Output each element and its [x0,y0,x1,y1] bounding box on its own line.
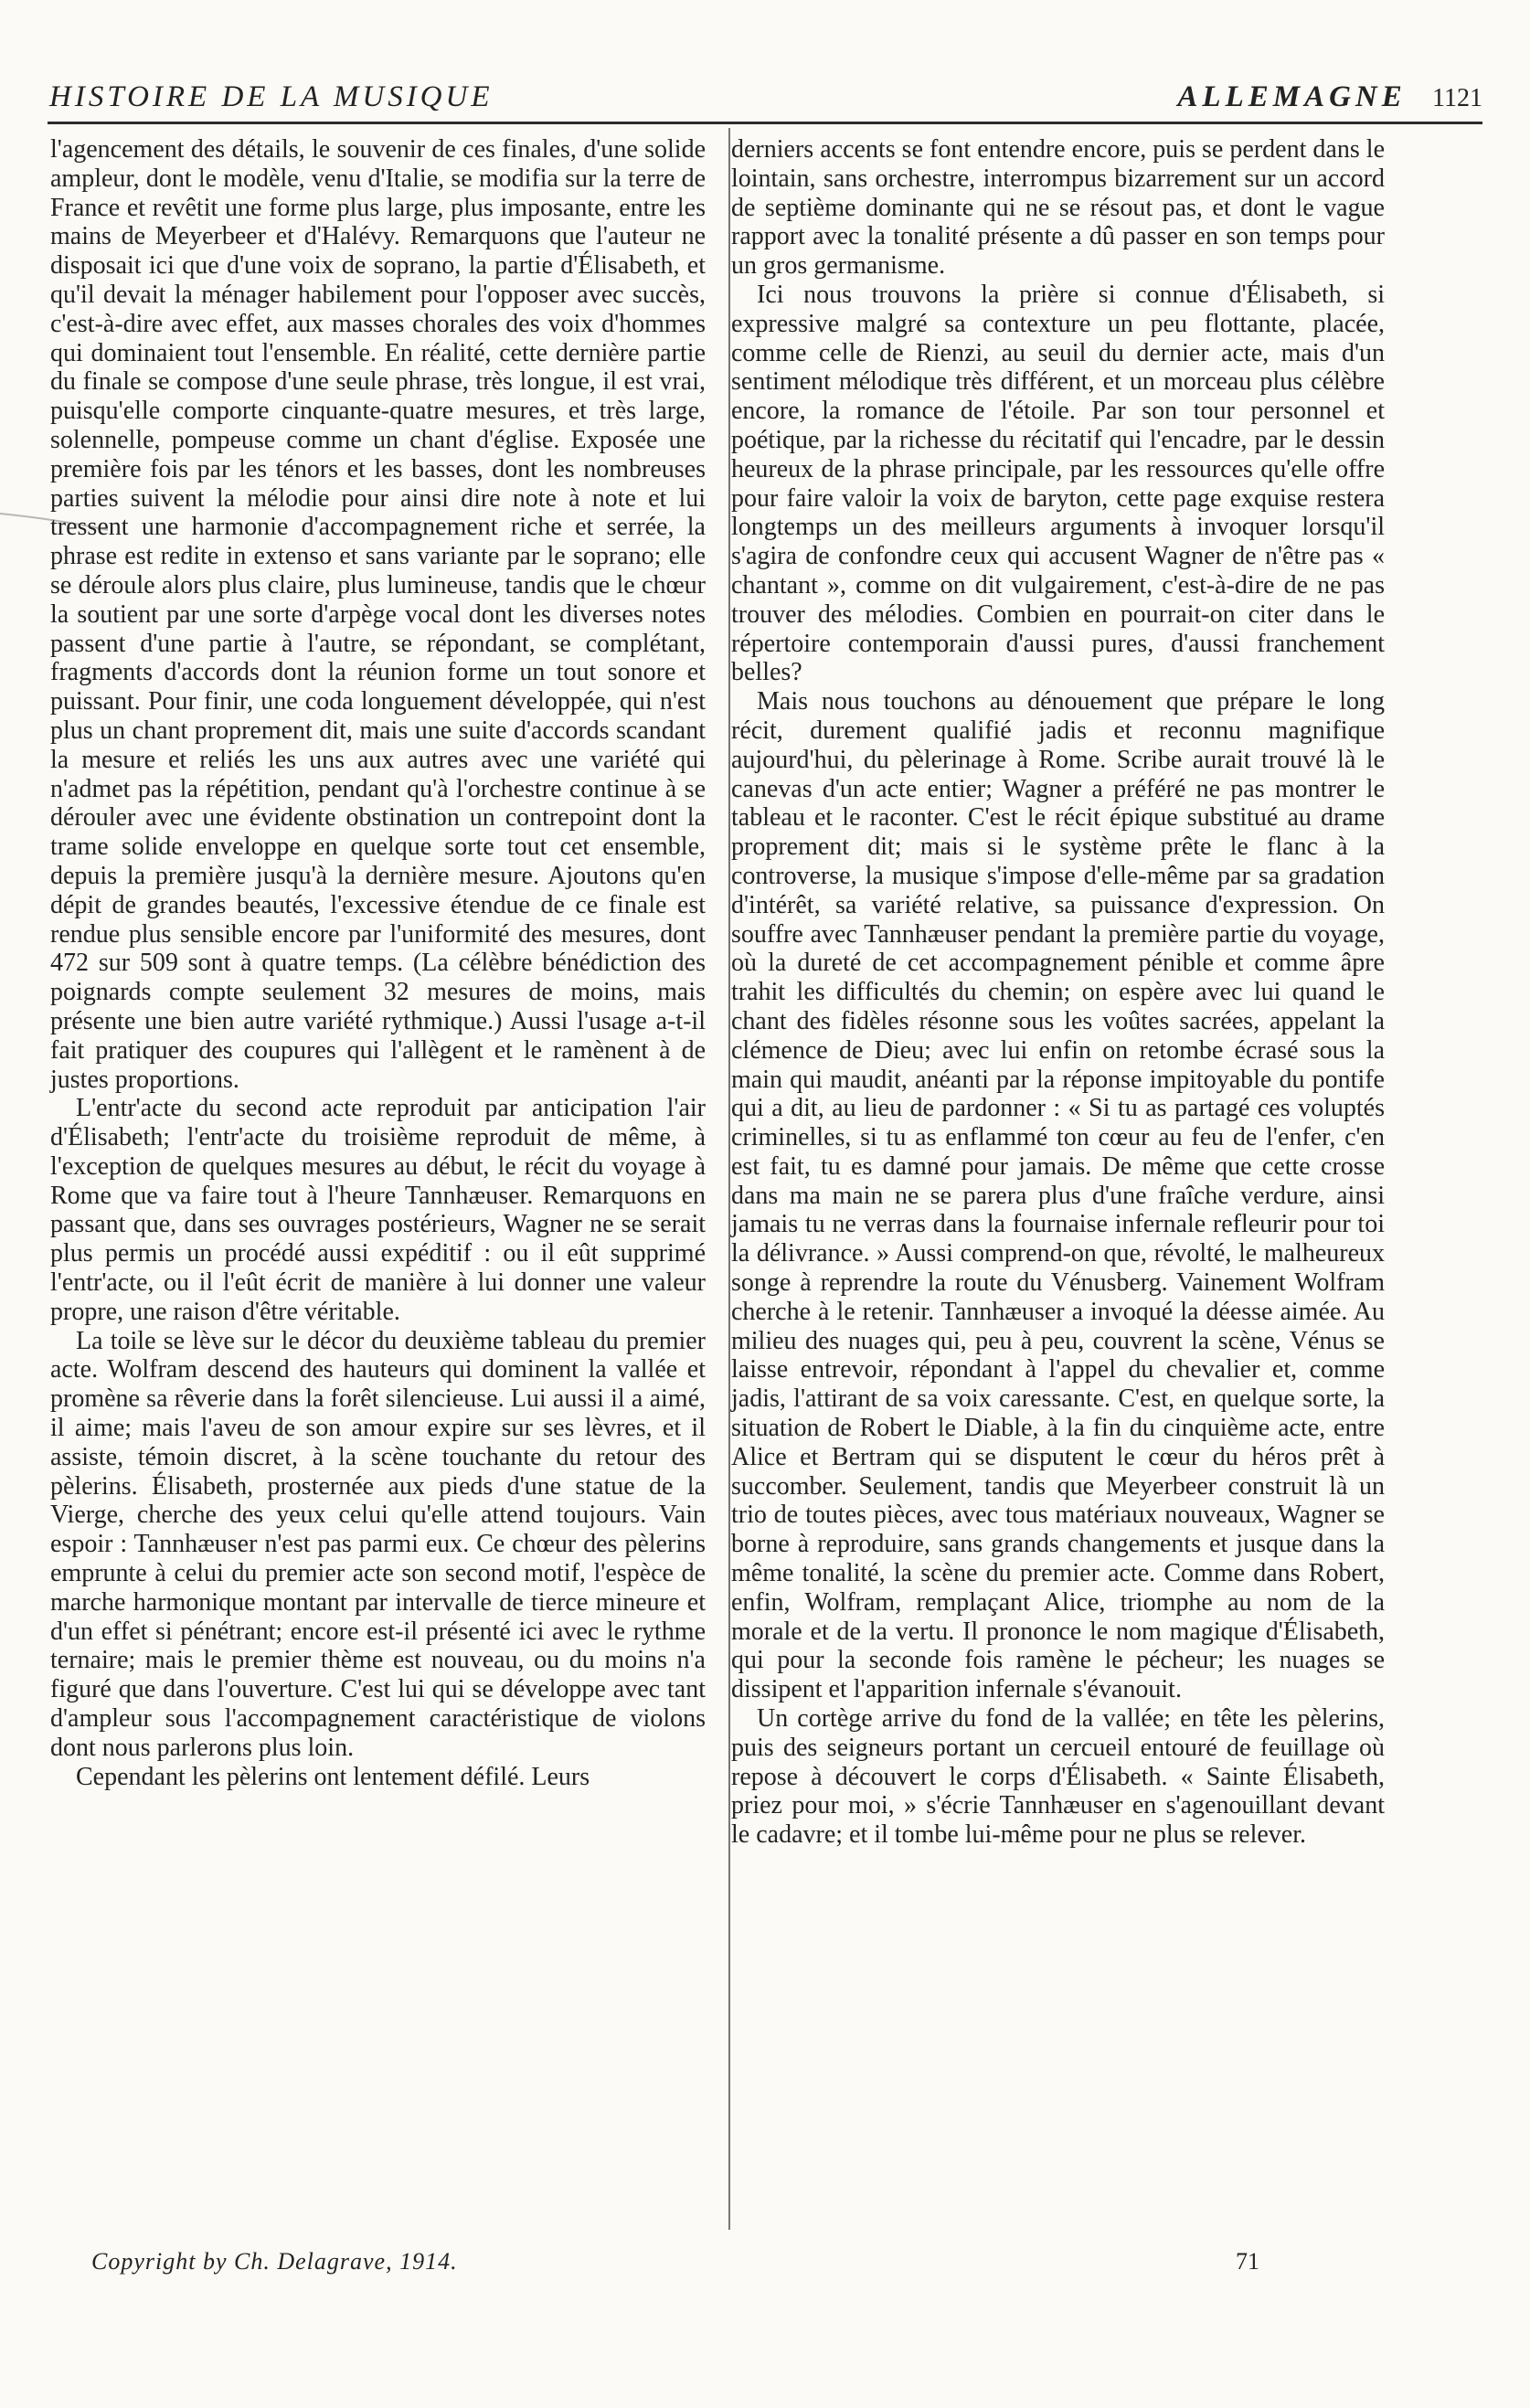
paragraph: Mais nous touchons au dénouement que prépare le long récit, durement qualifié jadis et reconnu magnifique aujourd'hui, du pèlerinage à Rome. Scribe aurait trouvé là le canevas d'un acte entier; Wagner a préféré ne pas montrer le tableau et le raconter. C'est le récit épique substitué au drame proprement dit; mais si le système prête le flanc à la controverse, la musique s'impose d'elle-même par sa gradation d'intérêt, sa variété relative, sa puissance d'expression. On souffre avec Tannhæuser pendant la première partie du voyage, où la dureté de cet accompagnement pénible et comme âpre trahit les difficultés du chemin; on espère avec lui quand le chant des fidèles résonne sous les voûtes sacrées, appelant la clémence de Dieu; avec lui enfin on retombe écrasé sous la main qui maudit, anéanti par la réponse impitoyable du pontife qui a dit, au lieu de pardonner : « Si tu as partagé ces voluptés criminelles, si tu as enflammé ton cœur au feu de l'enfer, c'en est fait, tu es damné pour jamais. De même que cette crosse dans ma main ne se parera plus d'une fraîche verdure, ainsi jamais tu ne verras dans la fournaise infernale refleurir pour toi la délivrance. » Aussi comprend-on que, révolté, le malheureux songe à reprendre la route du Vénusberg. Vainement Wolfram cherche à le retenir. Tannhæuser a invoqué la déesse aimée. Au milieu des nuages qui, peu à peu, couvrent la scène, Vénus se laisse entrevoir, répondant à l'appel du chevalier et, comme jadis, l'attirant de sa voix caressante. C'est, en quelque sorte, la situation de Robert le Diable, à la fin du cinquième acte, entre Alice et Bertram qui se disputent le cœur du héros prêt à succomber. Seulement, tandis que Meyerbeer construit là un trio de toutes pièces, avec tous matériaux nouveaux, Wagner se borne à reproduire, sans grands changements et jusque dans la même tonalité, la scène du premier acte. Comme dans Robert, enfin, Wolfram, remplaçant Alice, triomphe au nom de la morale et de la vertu. Il prononce le nom magique d'Élisabeth, qui pour la seconde fois ramène le pécheur; les nuages se dissipent et l'apparition infernale s'évanouit. [731,687,1385,1704]
copyright-line: Copyright by Ch. Delagrave, 1914. [91,2248,458,2275]
paragraph: l'agencement des détails, le souvenir de ces finales, d'une solide ampleur, dont le modèle, venu d'Italie, se modifia sur la terre de France et revêtit une forme plus large, plus imposante, entre les mains de Meyerbeer et d'Halévy. Remarquons que l'auteur ne disposait ici que d'une voix de soprano, la partie d'Élisabeth, et qu'il devait la ménager habilement pour l'opposer avec succès, c'est-à-dire avec effet, aux masses chorales des voix d'hommes qui dominaient tout l'ensemble. En réalité, cette dernière partie du finale se compose d'une seule phrase, très longue, il est vrai, puisqu'elle comporte cinquante-quatre mesures, et très large, solennelle, pompeuse comme un chant d'église. Exposée une première fois par les ténors et les basses, dont les nombreuses parties suivent la mélodie pour ainsi dire note à note et lui tressent une harmonie d'accompagnement riche et serrée, la phrase est redite in extenso et sans variante par le soprano; elle se déroule alors plus claire, plus lumineuse, tandis que le chœur la soutient par une sorte d'arpège vocal dont les diverses notes passent d'une partie à l'autre, se répondant, se complétant, fragments d'accords dont la réunion forme un tout sonore et puissant. Pour finir, une coda longuement développée, qui n'est plus un chant proprement dit, mais une suite d'accords scandant la mesure et reliés les uns aux autres avec une variété qui n'admet pas la répétition, pendant qu'à l'orchestre continue à se dérouler avec une évidente obstination un contrepoint dont la trame solide enveloppe en quelque sorte tout cet ensemble, depuis la première jusqu'à la dernière mesure. Ajoutons qu'en dépit de grandes beautés, l'excessive étendue de ce finale est rendue plus sensible encore par l'uniformité des mesures, dont 472 sur 509 sont à quatre temps. (La célèbre bénédiction des poignards compte seulement 32 mesures de moins, mais présente une bien autre variété rythmique.) Aussi l'usage a-t-il fait pratiquer des coupures qui l'allègent et le ramènent à de justes proportions. [50,135,706,1094]
left-column [50,135,706,1791]
paragraph: Un cortège arrive du fond de la vallée; en tête les pèlerins, puis des seigneurs portant un cercueil entouré de feuillage où repose à découvert le corps d'Élisabeth. « Sainte Élisabeth, priez pour moi, » s'écrie Tannhæuser en s'agenouillant devant le cadavre; et il tombe lui-même pour ne plus se relever. [731,1704,1385,1850]
paragraph: Ici nous trouvons la prière si connue d'Élisabeth, si expressive malgré sa contexture un peu flottante, placée, comme celle de Rienzi, au seuil du dernier acte, mais d'un sentiment mélodique très différent, et un morceau plus célèbre encore, la romance de l'étoile. Par son tour personnel et poétique, par la richesse du récitatif qui l'encadre, par le dessin heureux de la phrase principale, par les ressources qu'elle offre pour faire valoir la voix de baryton, cette page exquise restera longtemps un des meilleurs arguments à invoquer lorsqu'il s'agira de confondre ceux qui accusent Wagner de n'être pas « chantant », comme on dit vulgairement, c'est-à-dire de ne pas trouver des mélodies. Combien en pourrait-on citer dans le répertoire contemporain d'aussi pures, d'aussi franchement belles? [731,280,1385,687]
page-footer [91,2248,1280,2285]
right-column [731,135,1385,1850]
section-title: ALLEMAGNE [1177,80,1407,113]
paragraph: derniers accents se font entendre encore, puis se perdent dans le lointain, sans orchestre, interrompus bizarrement sur un accord de septième dominante qui ne se résout pas, et dont le vague rapport avec la tonalité présente a dû passer en son temps pour un gros germanisme. [731,135,1385,281]
book-title: HISTOIRE DE LA MUSIQUE [49,80,494,113]
page-number: 71 [1236,2248,1259,2275]
paragraph: L'entr'acte du second acte reproduit par anticipation l'air d'Élisabeth; l'entr'acte du troisième reproduit de même, à l'exception de quelques mesures au début, le récit du voyage à Rome que va faire tout à l'heure Tannhæuser. Remarquons en passant que, dans ses ouvrages postérieurs, Wagner ne se serait plus permis un procédé aussi expéditif : ou il eût supprimé l'entr'acte, ou il l'eût écrit de manière à lui donner une valeur propre, une raison d'être véritable. [50,1094,706,1326]
header-rule [48,122,1482,124]
running-header [48,80,1482,117]
column-divider [728,128,730,2230]
paragraph: Cependant les pèlerins ont lentement défilé. Leurs [76,1762,590,1791]
header-right [1177,80,1482,114]
paragraph: La toile se lève sur le décor du deuxième tableau du premier acte. Wolfram descend des hauteurs qui dominent la vallée et promène sa rêverie dans la forêt silencieuse. Lui aussi il a aimé, il aime; mais l'aveu de son amour expire sur ses lèvres, et il assiste, témoin discret, à la scène touchante du retour des pèlerins. Élisabeth, prosternée aux pieds d'une statue de la Vierge, cherche des yeux celui qu'elle attend toujours. Vain espoir : Tannhæuser n'est pas parmi eux. Ce chœur des pèlerins emprunte à celui du premier acte son second motif, l'espèce de marche harmonique montant par intervalle de tierce mineure et d'un effet si pénétrant; encore est-il présenté ici avec le rythme ternaire; mais le premier thème est nouveau, ou du moins n'a figuré que dans l'ouverture. C'est lui qui se développe avec tant d'ampleur sous l'accompagnement caractéristique de violons dont nous parlerons plus loin. [50,1326,706,1762]
page-code: 1121 [1432,84,1482,112]
